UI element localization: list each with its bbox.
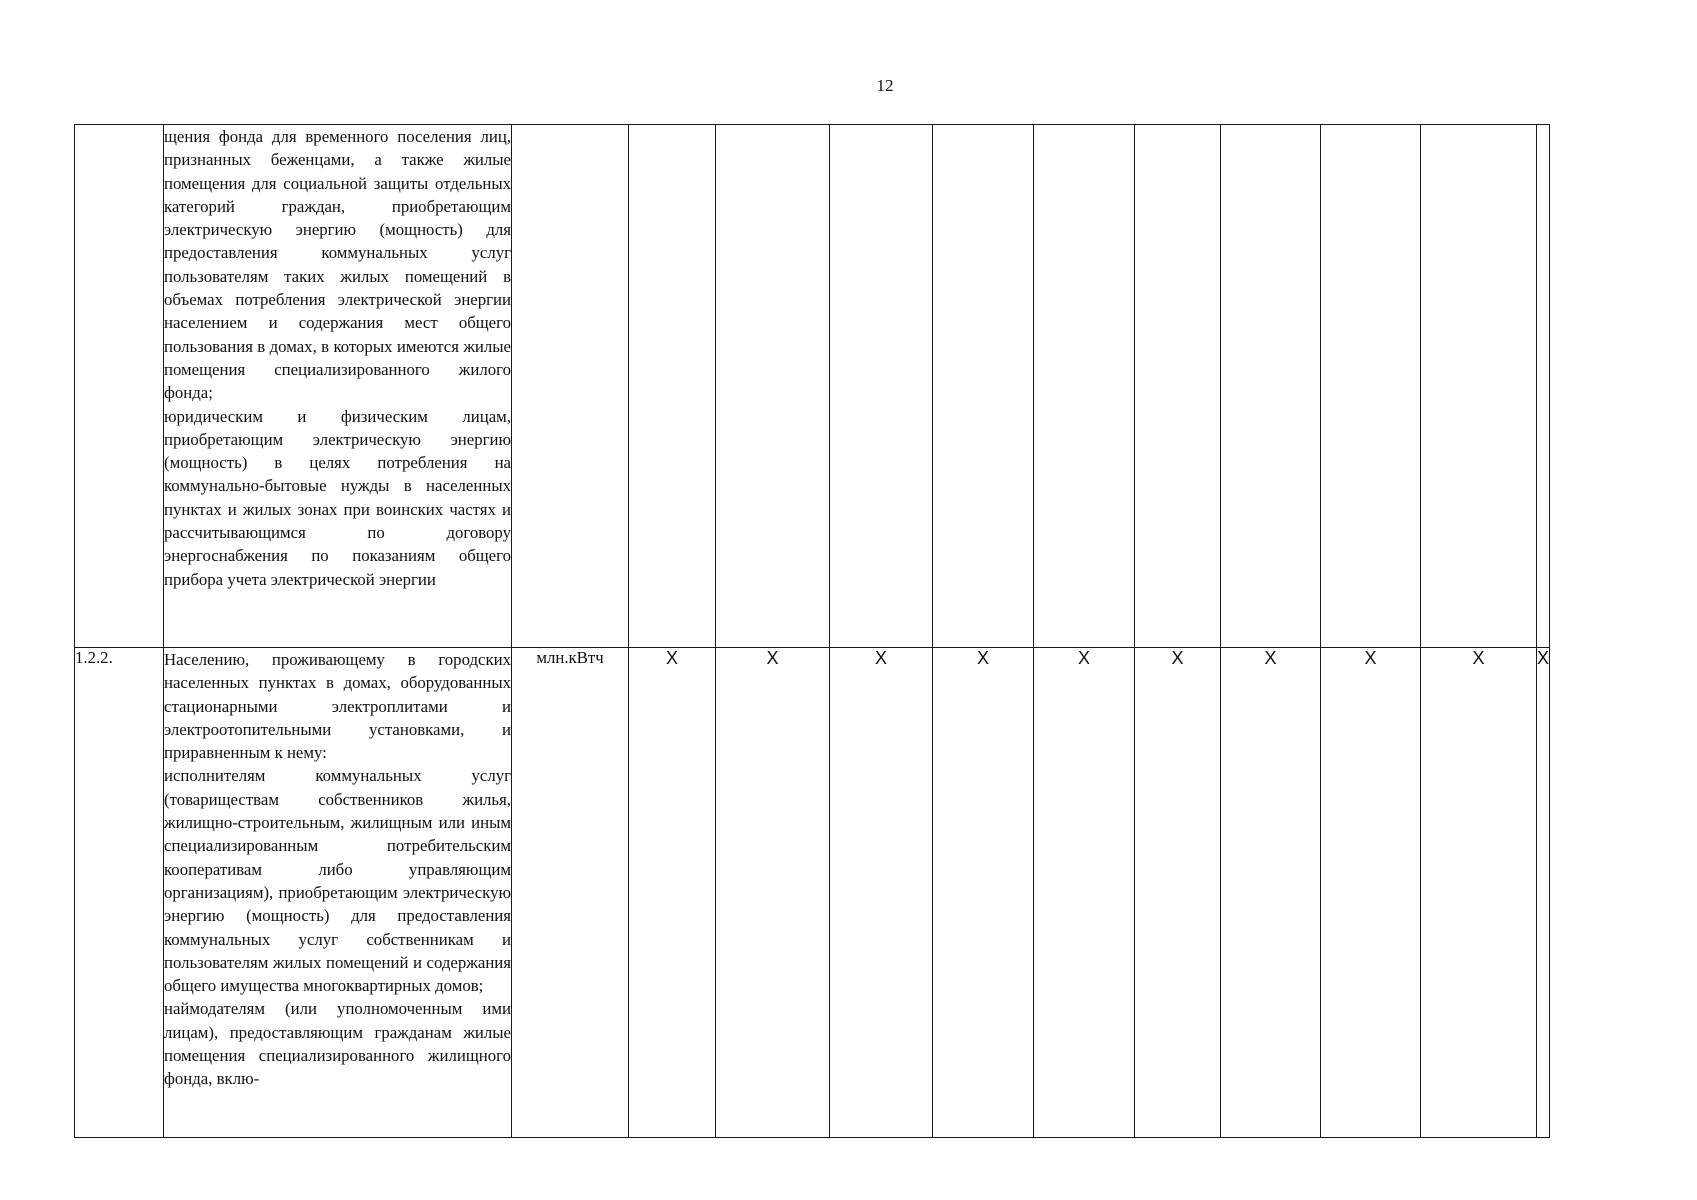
description-paragraph: исполнителям коммунальных услуг (товариществам собственников жилья, жилищно-строительным, жилищным или иным специализированным потребительским кооперативам либо управляющим организациям), приобретающим электрическую энергию (мощность) для предоставления коммунальных услуг собственникам и пользователям жилых помещений и содержания общего имущества многоквартирных домов; — [164, 766, 511, 996]
value-cell: X — [1221, 648, 1321, 1138]
row-number-cell — [75, 125, 164, 648]
page-number: 12 — [876, 76, 894, 95]
value-cell: X — [1537, 648, 1550, 1138]
value-cell — [830, 125, 933, 648]
value-cell: X — [1421, 648, 1537, 1138]
value-cell — [1421, 125, 1537, 648]
value-cell — [629, 125, 716, 648]
table-row — [75, 125, 1550, 648]
table-row — [75, 648, 1550, 1138]
unit-cell — [512, 125, 629, 648]
description-paragraph: юридическим и физическим лицам, приобретающим электрическую энергию (мощность) в целях потребления на коммунально-бытовые нужды в населенных пунктах и жилых зонах при воинских частях и рассчитывающимся по договору энергоснабжения по показаниям общего прибора учета электрической энергии — [164, 406, 511, 589]
value-cell: X — [933, 648, 1034, 1138]
description-paragraph: щения фонда для временного поселения лиц, признанных беженцами, а также жилые помещения для социальной защиты отдельных категорий граждан, приобретающим электрическую энергию (мощность) для предоставления коммунальных услуг пользователям таких жилых помещений в объемах потребления электрической энергии населением и содержания мест общего пользования в домах, в которых имеются жилые помещения специализированного жилого фонда; — [164, 127, 511, 403]
description-paragraph: Населению, проживающему в городских населенных пунктах в домах, оборудованных стационарными электроплитами и электроотопительными установками, и приравненным к нему: — [164, 650, 511, 763]
row-number-cell: 1.2.2. — [75, 648, 164, 1138]
description-cell — [164, 125, 512, 648]
value-cell — [1537, 125, 1550, 648]
description-paragraph: наймодателям (или уполномоченным ими лицам), предоставляющим гражданам жилые помещения специализированного жилищного фонда, вклю- — [164, 999, 511, 1089]
value-cell — [1034, 125, 1135, 648]
value-cell — [1321, 125, 1421, 648]
value-cell: X — [1321, 648, 1421, 1138]
value-cell: X — [1034, 648, 1135, 1138]
value-cell — [716, 125, 830, 648]
value-cell — [1221, 125, 1321, 648]
value-cell: X — [830, 648, 933, 1138]
value-cell: X — [1135, 648, 1221, 1138]
value-cell — [933, 125, 1034, 648]
value-cell — [1135, 125, 1221, 648]
value-cell: X — [629, 648, 716, 1138]
tariff-table — [74, 124, 1550, 1138]
unit-cell: млн.кВтч — [512, 648, 629, 1138]
description-cell — [164, 648, 512, 1138]
value-cell: X — [716, 648, 830, 1138]
